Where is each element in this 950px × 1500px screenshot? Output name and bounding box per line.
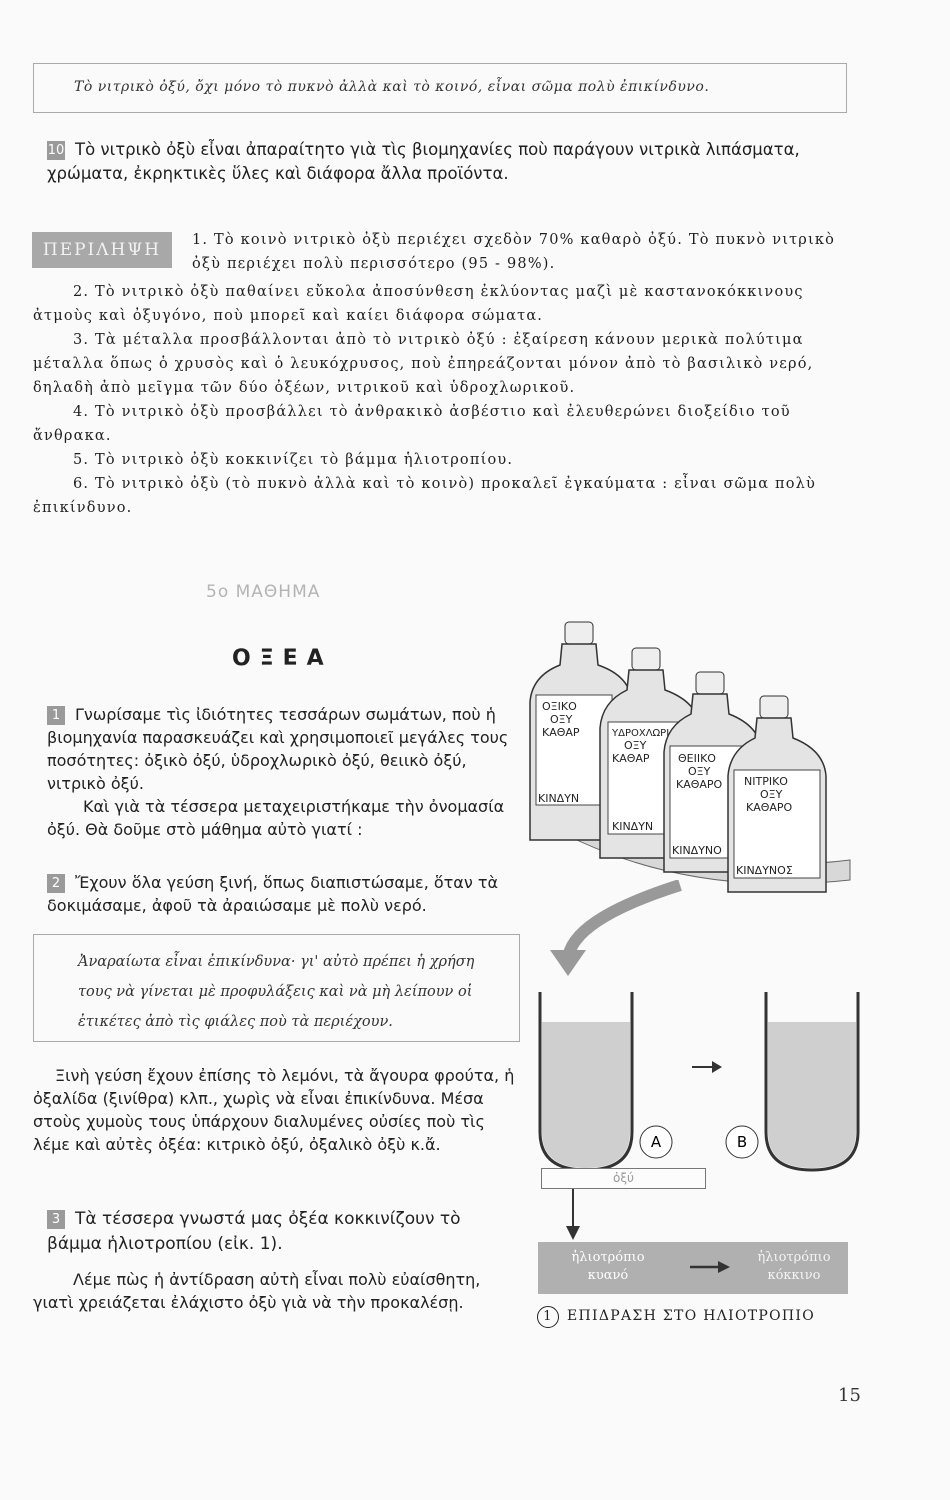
paragraph-3	[47, 1207, 517, 1257]
litmus-red-line-1: ἡλιοτρόπιο	[757, 1250, 831, 1265]
paragraph-number: 3	[47, 1210, 65, 1229]
tube-a-liquid	[542, 1022, 630, 1168]
summary-item-6: 6. Τὸ νιτρικὸ ὀξὺ (τὸ πυκνὸ ἀλλὰ καὶ τὸ κοινὸ) προκαλεῖ ἐγκαύματα : εἶναι σῶμα πολὺ ἐπικίνδυνο.	[33, 476, 817, 516]
paragraph-text: Τὰ τέσσερα γνωστά μας ὀξέα κοκκινίζουν τὸ βάμμα ἡλιοτροπίου (εἰκ. 1).	[47, 1209, 461, 1254]
paragraph-text: Γνωρίσαμε τὶς ἰδιότητες τεσσάρων σωμάτων, ποὺ ἡ βιομηχανία παρασκευάζει καὶ χρησιμοποιεῖ μεγάλες τους ποσότητες: ὀξικὸ ὀξύ, ὑδροχλωρικὸ ὀξύ, θειικὸ ὀξύ, νιτρικὸ ὀξύ.	[47, 705, 509, 793]
litmus-arrow	[688, 1258, 732, 1276]
top-note: Τὸ νιτρικὸ ὀξύ, ὄχι μόνο τὸ πυκνὸ ἀλλὰ καὶ τὸ κοινό, εἶναι σῶμα πολὺ ἐπικίνδυνο.	[74, 79, 710, 95]
page-number: 15	[838, 1385, 861, 1406]
paragraph-text-2: Καὶ γιὰ τὰ τέσσερα μεταχειριστήκαμε τὴν ὀνομασία ὀξύ. Θὰ δοῦμε στὸ μάθημα αὐτὸ γιατί :	[47, 797, 505, 839]
litmus-blue-line-1: ἡλιοτρόπιο	[571, 1250, 645, 1265]
litmus-red-line-2: κόκκινο	[767, 1268, 821, 1283]
paragraph-2	[47, 871, 517, 917]
curved-arrow	[568, 885, 680, 960]
top-note-box	[33, 63, 847, 113]
paragraph-sour-taste	[33, 1064, 518, 1156]
bottle-label-line: ΟΞΥ	[550, 713, 573, 726]
bottle-label-line: ΚΑΘΑΡ	[612, 752, 650, 765]
summary-item-3: 3. Τὰ μέταλλα προσβάλλονται ἀπὸ τὸ νιτρικὸ ὀξύ : ἐξαίρεση κάνουν μερικὰ πολύτιμα μέταλλα ὅπως ὁ χρυσὸς καὶ ὁ λευκόχρυσος, ποὺ ἐπηρεάζονται μόνον ἀπὸ τὸ βασιλικὸ νερό, δηλαδὴ ἀπὸ μεῖγμα τῶν δύο ὀξέων, νιτρικοῦ καὶ ὑδροχλωρικοῦ.	[33, 332, 814, 396]
paragraph-text: Τὸ νιτρικὸ ὀξὺ εἶναι ἀπαραίτητο γιὰ τὶς βιομηχανίες ποὺ παράγουν νιτρικὰ λιπάσματα, χρώματα, ἐκρηκτικὲς ὕλες καὶ διάφορα ἄλλα προϊόντα.	[47, 140, 800, 183]
paragraph-text: Ξινὴ γεύση ἔχουν ἐπίσης τὸ λεμόνι, τὰ ἄγουρα φρούτα, ἡ ὀξαλίδα (ξινίθρα) κλπ., χωρὶς νὰ εἶναι ἐπικίνδυνα. Μέσα στοὺς χυμοὺς τους ὑπάρχουν διαλυμένες οὐσίες ποὺ τὶς λέμε καὶ αὐτὲς ὀξέα: κιτρικὸ ὀξύ, ὀξαλικὸ ὀξὺ κ.ἄ.	[33, 1066, 515, 1154]
bottle-label-line: ΚΑΘΑΡΟ	[676, 778, 723, 791]
paragraph-number: 2	[47, 874, 65, 893]
bottle-label-line: ΘΕΙΙΚΟ	[678, 752, 716, 765]
summary-list	[33, 280, 857, 520]
paragraph-text-2: Λέμε πὼς ἡ ἀντίδραση αὐτὴ εἶναι πολὺ εὐαίσθητη, γιατὶ χρειάζεται ἐλάχιστο ὀξὺ γιὰ νὰ τὴν προκαλέσῃ.	[33, 1270, 481, 1312]
bottle-label-line: ΚΑΘΑΡΟ	[746, 801, 793, 814]
tube-b-liquid	[768, 1022, 856, 1168]
arrow-head	[550, 950, 586, 976]
bottle-label-line: ΥΔΡΟΧΛΩΡΙ	[612, 728, 670, 739]
litmus-blue-label	[548, 1249, 668, 1285]
bottle-label-line: ΟΞΥ	[760, 788, 783, 801]
paragraph-3-continued	[33, 1268, 518, 1314]
figure-caption	[537, 1306, 815, 1328]
bottle-danger-label: ΚΙΝΔΥΝΟΣ	[736, 864, 793, 877]
lesson-label: 5ο ΜΑΘΗΜΑ	[206, 582, 321, 602]
warning-box	[33, 934, 520, 1042]
summary-tag: ΠΕΡΙΛΗΨΗ	[32, 232, 172, 268]
summary-item-2: 2. Τὸ νιτρικὸ ὀξὺ παθαίνει εὔκολα ἀποσύνθεση ἐκλύοντας μαζὶ μὲ καστανοκόκκινους ἀτμοὺς καὶ ὀξυγόνο, ποὺ μπορεῖ καὶ καίει διάφορα σώματα.	[33, 284, 804, 324]
bottle-danger-label: ΚΙΝΔΥΝ	[538, 792, 580, 805]
paragraph-1	[47, 703, 517, 841]
figure-caption-text: ΕΠΙΔΡΑΣΗ ΣΤΟ ΗΛΙΟΤΡΟΠΙΟ	[567, 1308, 816, 1324]
paragraph-number: 10	[47, 143, 65, 158]
bottle-label-line: ΟΞΥ	[688, 765, 711, 778]
litmus-red-label	[744, 1249, 844, 1285]
paragraph-number: 1	[47, 706, 65, 725]
figure-number: 1	[537, 1306, 559, 1328]
paragraph-10	[47, 138, 859, 186]
bottle-label-line: ΟΞΙΚΟ	[542, 700, 577, 713]
bottle-danger-label: ΚΙΝΔΥΝΟ	[672, 844, 722, 857]
paragraph-text: Ἔχουν ὅλα γεύση ξινή, ὅπως διαπιστώσαμε, ὅταν τὰ δοκιμάσαμε, ἀφοῦ τὰ ἀραιώσαμε μὲ πολὺ νερό.	[47, 873, 499, 915]
summary-item-4: 4. Τὸ νιτρικὸ ὀξὺ προσβάλλει τὸ ἀνθρακικὸ ἀσβέστιο καὶ ἐλευθερώνει διοξείδιο τοῦ ἄνθρακα.	[33, 404, 791, 444]
bottle-label-line: ΟΞΥ	[624, 739, 647, 752]
lesson-title: ΟΞΕΑ	[232, 646, 333, 671]
warning-text: Ἀναραίωτα εἶναι ἐπικίνδυνα· γι' αὐτὸ πρέπει ἡ χρήση τους νὰ γίνεται μὲ προφυλάξεις καὶ νὰ μὴ λείπουν οἱ ἐτικέτες ἀπὸ τὶς φιάλες ποὺ τὰ περιέχουν.	[78, 954, 475, 1030]
bottle-danger-label: ΚΙΝΔΥΝ	[612, 820, 654, 833]
summary-item-1	[192, 228, 857, 276]
litmus-experiment-diagram	[520, 880, 880, 1250]
acid-bottles-illustration	[520, 610, 860, 900]
bottle-label-line: ΝΙΤΡΙΚΟ	[744, 775, 788, 788]
summary-item-1-text: 1. Τὸ κοινὸ νιτρικὸ ὀξὺ περιέχει σχεδὸν 70% καθαρὸ ὀξύ. Τὸ πυκνὸ νιτρικὸ ὀξὺ περιέχει πολὺ περισσότερο (95 - 98%).	[192, 232, 836, 272]
summary-item-5: 5. Τὸ νιτρικὸ ὀξὺ κοκκινίζει τὸ βάμμα ἡλιοτροπίου.	[73, 452, 514, 468]
acid-label: ὀξύ	[541, 1168, 706, 1189]
tube-a-label: A	[650, 1133, 662, 1151]
litmus-blue-line-2: κυανό	[587, 1268, 629, 1283]
tube-b-label: B	[736, 1133, 748, 1151]
bottle-label-line: ΚΑΘΑΡ	[542, 726, 580, 739]
